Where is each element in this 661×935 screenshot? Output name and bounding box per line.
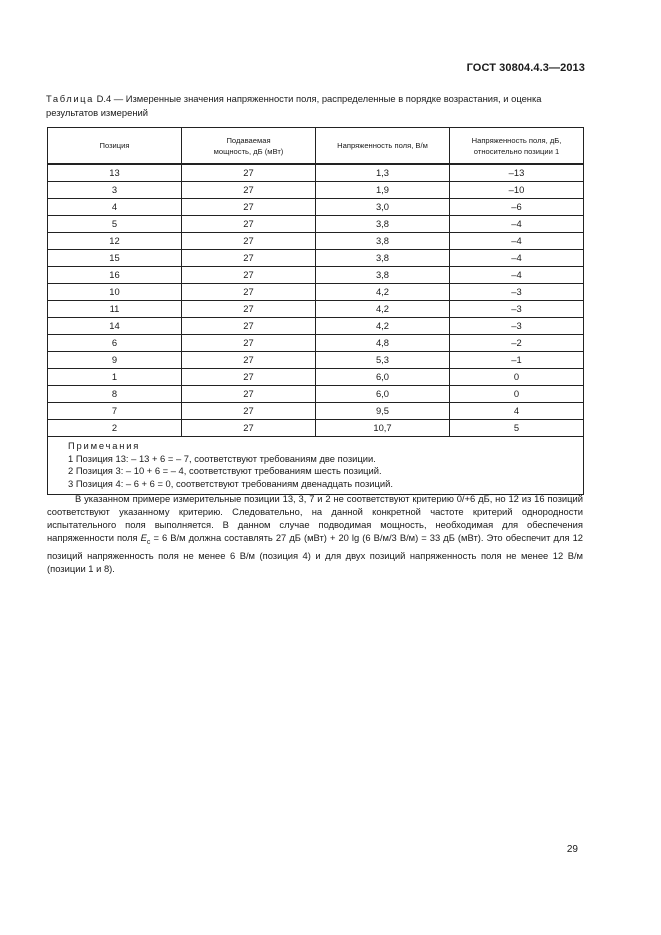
cell-field-strength-db: –4 [450,233,584,250]
cell-field-strength-db: –4 [450,250,584,267]
cell-position: 15 [48,250,182,267]
table-row [48,352,584,369]
cell-position: 11 [48,301,182,318]
cell-field-strength-db: –3 [450,301,584,318]
cell-field-strength: 1,9 [316,182,450,199]
cell-power: 27 [182,284,316,301]
page-number: 29 [566,844,578,855]
cell-power: 27 [182,182,316,199]
column-header-field-strength: Напряженность поля, В/м [316,128,450,165]
cell-position: 3 [48,182,182,199]
cell-field-strength: 4,2 [316,318,450,335]
cell-field-strength-db: –4 [450,267,584,284]
cell-field-strength-db: –2 [450,335,584,352]
body-paragraph [47,492,583,575]
cell-power: 27 [182,318,316,335]
table-row [48,250,584,267]
cell-field-strength: 4,8 [316,335,450,352]
column-header-position: Позиция [48,128,182,165]
table-row [48,403,584,420]
table-row [48,284,584,301]
cell-field-strength: 4,2 [316,284,450,301]
cell-power: 27 [182,335,316,352]
cell-power: 27 [182,216,316,233]
note-item: 3 Позиция 4: – 6 + 6 = 0, соответствуют требованиям двенадцать позиций. [68,477,393,489]
paragraph-1 [47,492,583,575]
table-row [48,420,584,437]
cell-position: 6 [48,335,182,352]
cell-position: 1 [48,369,182,386]
cell-power: 27 [182,164,316,182]
table-row [48,164,584,182]
cell-position: 2 [48,420,182,437]
cell-field-strength-db: –4 [450,216,584,233]
cell-power: 27 [182,352,316,369]
cell-field-strength: 4,2 [316,301,450,318]
table-row [48,369,584,386]
variable-subscript: с [146,539,151,547]
paragraph-text-part: = 6 В/м должна составлять 27 дБ (мВт) + 20 lg (6 В/м/3 В/м) = 33 дБ (мВт). Это обеспечит для 12 позиций напряженность поля не менее 6 В/м (позиция 4) и для двух позиций напряженность поля не менее 12 В/м (позиции 1 и 8). [47,532,583,575]
table-header-row [48,128,584,165]
cell-field-strength: 10,7 [316,420,450,437]
cell-field-strength: 6,0 [316,369,450,386]
cell-field-strength-db: –6 [450,199,584,216]
cell-position: 7 [48,403,182,420]
cell-position: 14 [48,318,182,335]
cell-field-strength-db: 5 [450,420,584,437]
cell-position: 5 [48,216,182,233]
column-header-field-strength-db: Напряженность поля, дБ, относительно позиции 1 [450,128,584,165]
cell-power: 27 [182,233,316,250]
table-caption-label: Таблица [46,93,94,104]
cell-field-strength-db: –3 [450,318,584,335]
cell-field-strength-db: 0 [450,369,584,386]
cell-position: 9 [48,352,182,369]
table-row [48,182,584,199]
cell-field-strength: 1,3 [316,164,450,182]
document-code: ГОСТ 30804.4.3—2013 [466,62,585,74]
table-row [48,199,584,216]
table-row [48,267,584,284]
notes-title: Примечания [68,440,141,451]
cell-power: 27 [182,420,316,437]
cell-field-strength: 3,0 [316,199,450,216]
table-caption-text: D.4 — Измеренные значения напряженности поля, распределенные в порядке возрастания, и оценка результатов измерений [46,93,542,118]
cell-field-strength: 6,0 [316,386,450,403]
table-row [48,318,584,335]
cell-power: 27 [182,386,316,403]
note-item: 1 Позиция 13: – 13 + 6 = – 7, соответствуют требованиям две позиции. [68,452,376,464]
cell-field-strength-db: –13 [450,164,584,182]
notes-row [48,437,584,495]
cell-field-strength: 3,8 [316,267,450,284]
cell-field-strength-db: –3 [450,284,584,301]
cell-field-strength: 9,5 [316,403,450,420]
measurement-table [47,127,584,495]
table-caption [46,92,584,120]
cell-position: 12 [48,233,182,250]
cell-field-strength: 3,8 [316,216,450,233]
cell-power: 27 [182,369,316,386]
column-header-power: Подаваемая мощность, дБ (мВт) [182,128,316,165]
cell-power: 27 [182,267,316,284]
cell-field-strength: 3,8 [316,250,450,267]
cell-field-strength-db: –1 [450,352,584,369]
cell-field-strength-db: –10 [450,182,584,199]
cell-power: 27 [182,403,316,420]
cell-power: 27 [182,199,316,216]
paragraph-text-part: В указанном примере измерительные позиции 13, 3, 7 и 2 не соответствуют критерию 0/+6 дБ, но 12 из 16 позиций соответствуют указанному критерию. Следовательно, на данной конкретной частоте критерий однородности испытательного поля выполняется. В данном случае подводимая мощность, необходимая для обеспечения напряженности поля [47,493,583,544]
table-row [48,301,584,318]
cell-field-strength-db: 0 [450,386,584,403]
cell-field-strength: 5,3 [316,352,450,369]
notes-cell [48,437,584,495]
cell-position: 8 [48,386,182,403]
cell-position: 10 [48,284,182,301]
variable-e: E [140,532,147,544]
cell-position: 13 [48,164,182,182]
table-row [48,335,584,352]
cell-power: 27 [182,301,316,318]
table-row [48,216,584,233]
cell-power: 27 [182,250,316,267]
cell-field-strength: 3,8 [316,233,450,250]
cell-field-strength-db: 4 [450,403,584,420]
table-row [48,386,584,403]
table-row [48,233,584,250]
cell-position: 16 [48,267,182,284]
cell-position: 4 [48,199,182,216]
note-item: 2 Позиция 3: – 10 + 6 = – 4, соответствуют требованиям шесть позиций. [68,465,382,476]
